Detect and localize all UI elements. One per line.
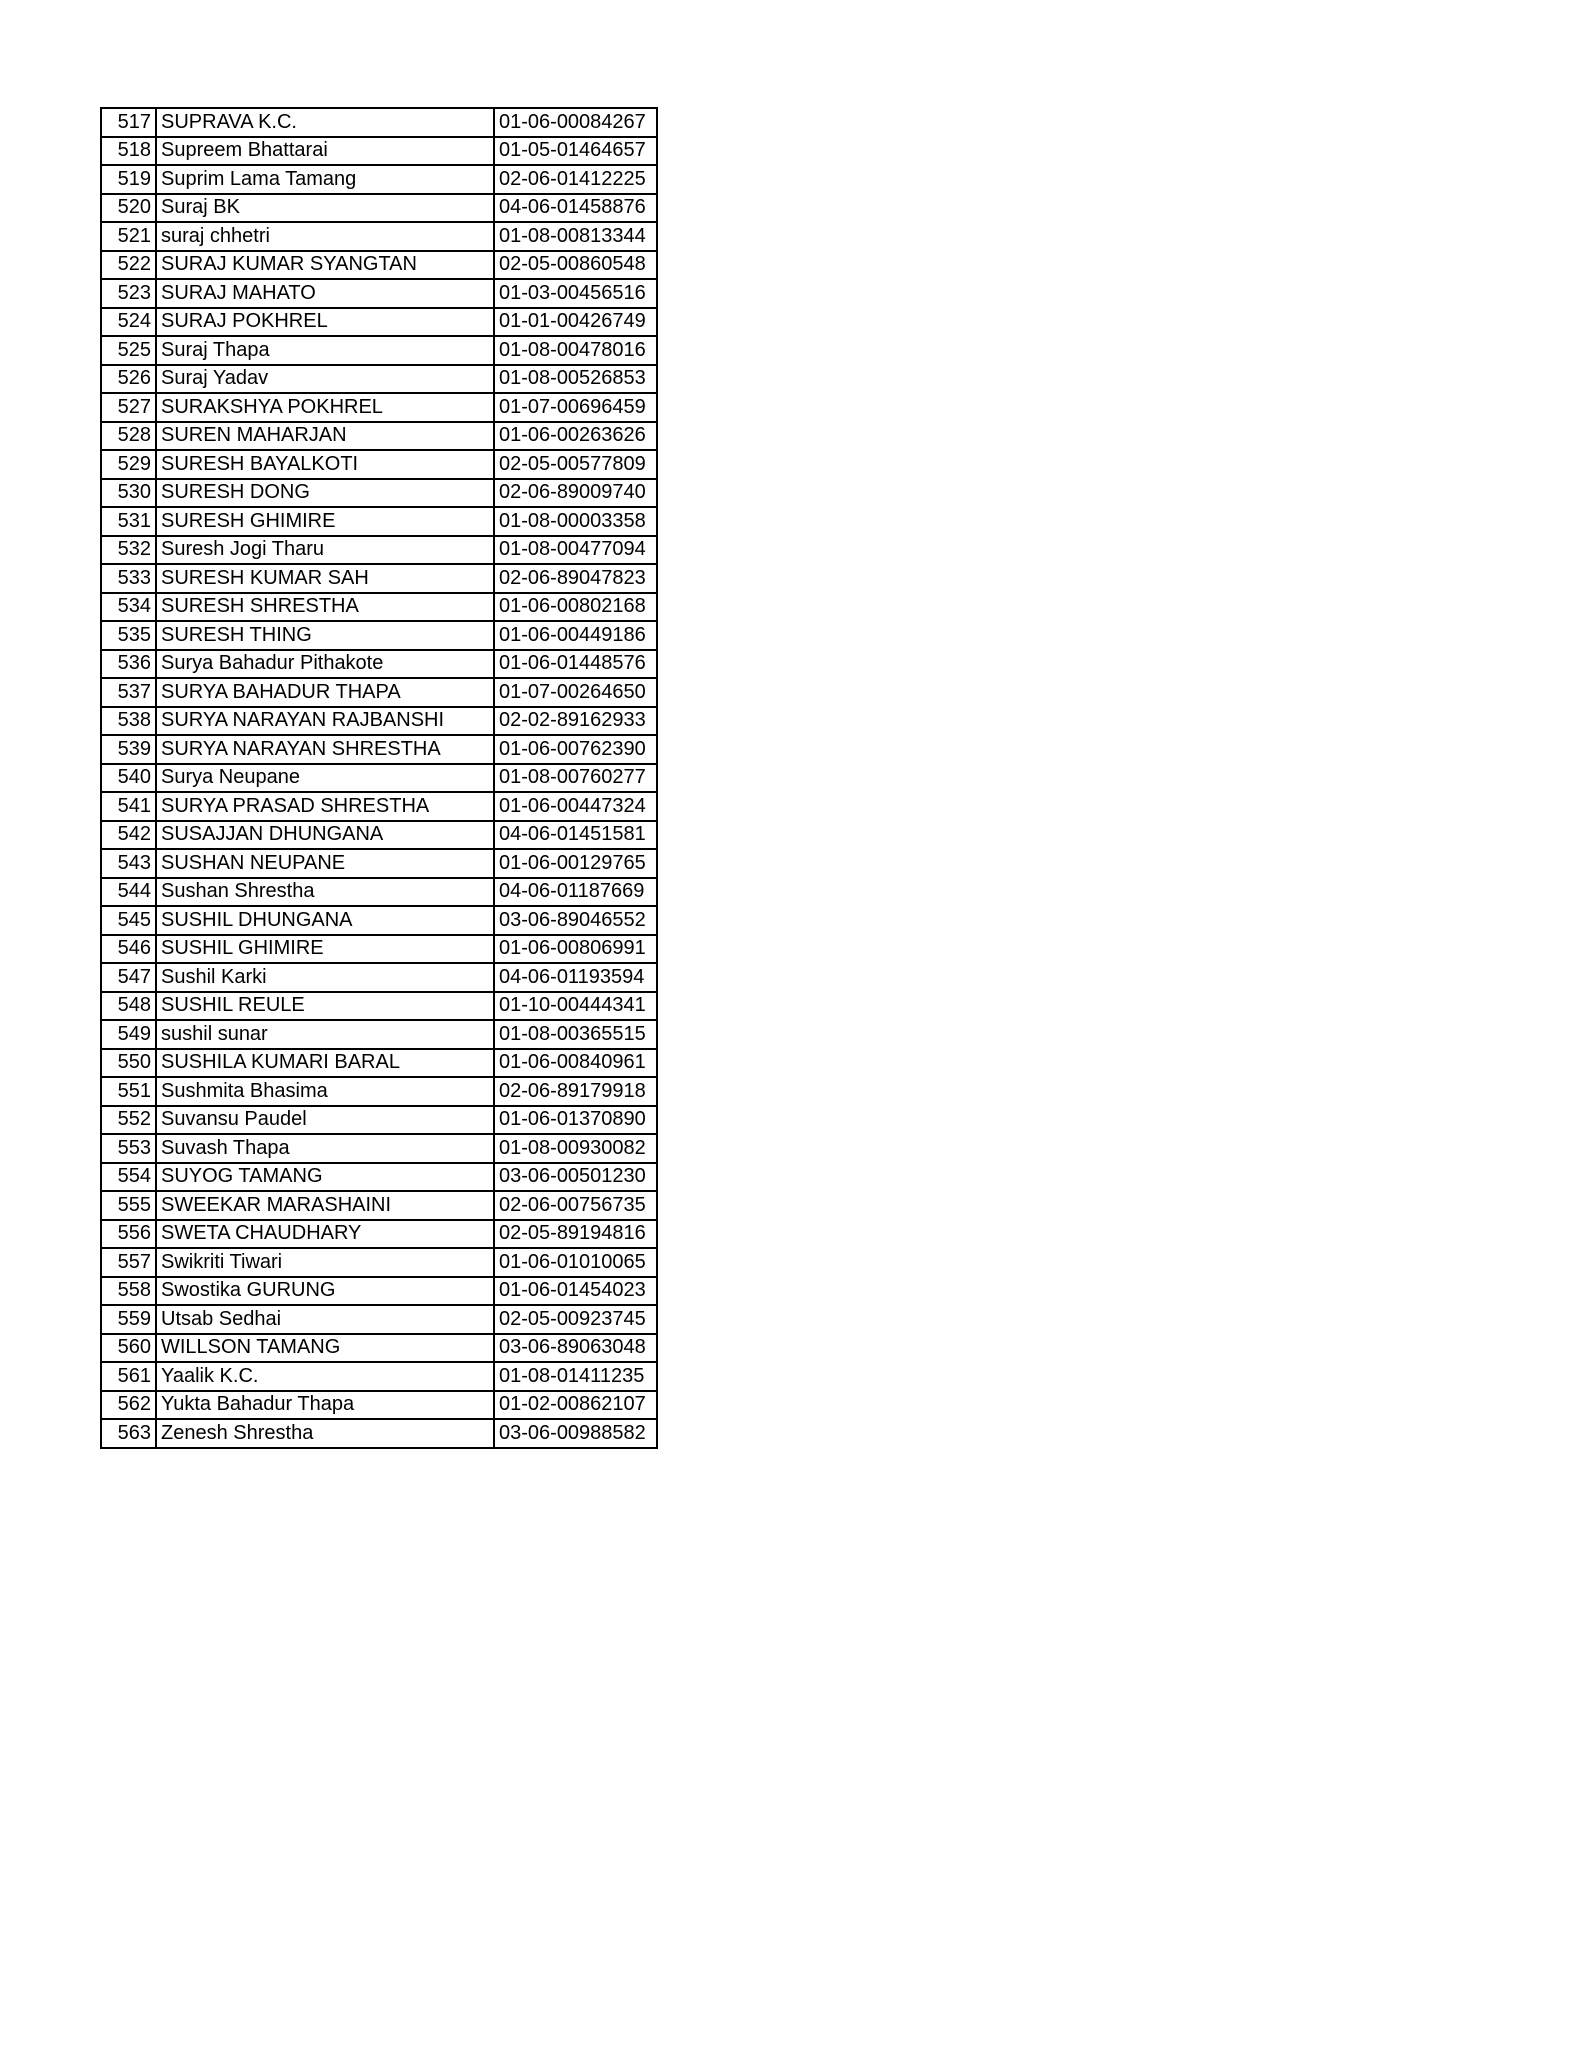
table-row [101,1334,657,1363]
table-row [101,165,657,194]
row-registration-number: 04-06-01187669 [494,878,657,907]
row-candidate-name: SURAJ KUMAR SYANGTAN [156,251,494,280]
row-serial-number: 550 [101,1049,156,1078]
row-serial-number: 518 [101,137,156,166]
row-serial-number: 532 [101,536,156,565]
table-row [101,792,657,821]
table-row [101,1277,657,1306]
row-candidate-name: SURESH THING [156,621,494,650]
row-registration-number: 01-06-00263626 [494,422,657,451]
table-row [101,479,657,508]
row-registration-number: 01-06-00449186 [494,621,657,650]
row-serial-number: 552 [101,1106,156,1135]
table-row [101,621,657,650]
row-registration-number: 01-06-00762390 [494,735,657,764]
row-serial-number: 541 [101,792,156,821]
row-serial-number: 548 [101,992,156,1021]
row-candidate-name: SURAKSHYA POKHREL [156,393,494,422]
row-serial-number: 538 [101,707,156,736]
row-candidate-name: SURYA PRASAD SHRESTHA [156,792,494,821]
table-row [101,422,657,451]
row-registration-number: 01-07-00696459 [494,393,657,422]
row-candidate-name: SUSHAN NEUPANE [156,849,494,878]
row-serial-number: 534 [101,593,156,622]
row-serial-number: 562 [101,1391,156,1420]
table-row [101,735,657,764]
row-registration-number: 01-08-00365515 [494,1020,657,1049]
row-candidate-name: SUSHIL GHIMIRE [156,935,494,964]
row-serial-number: 563 [101,1419,156,1448]
row-registration-number: 02-06-89047823 [494,564,657,593]
table-row [101,137,657,166]
table-row [101,707,657,736]
row-serial-number: 549 [101,1020,156,1049]
row-serial-number: 526 [101,365,156,394]
row-serial-number: 528 [101,422,156,451]
row-registration-number: 03-06-00988582 [494,1419,657,1448]
row-candidate-name: Surya Bahadur Pithakote [156,650,494,679]
table-row [101,1248,657,1277]
roster-table-body [101,108,657,1448]
row-registration-number: 01-08-00930082 [494,1134,657,1163]
row-registration-number: 02-06-01412225 [494,165,657,194]
row-registration-number: 01-10-00444341 [494,992,657,1021]
row-candidate-name: Suvash Thapa [156,1134,494,1163]
row-serial-number: 524 [101,308,156,337]
row-serial-number: 540 [101,764,156,793]
row-candidate-name: Sushmita Bhasima [156,1077,494,1106]
row-candidate-name: Utsab Sedhai [156,1305,494,1334]
row-registration-number: 01-03-00456516 [494,279,657,308]
table-row [101,1163,657,1192]
row-registration-number: 03-06-89063048 [494,1334,657,1363]
row-candidate-name: Sushan Shrestha [156,878,494,907]
row-candidate-name: SURESH BAYALKOTI [156,450,494,479]
table-row [101,365,657,394]
row-candidate-name: SWEEKAR MARASHAINI [156,1191,494,1220]
row-registration-number: 01-08-00760277 [494,764,657,793]
row-serial-number: 544 [101,878,156,907]
row-serial-number: 530 [101,479,156,508]
row-candidate-name: Suraj Yadav [156,365,494,394]
row-registration-number: 01-06-01448576 [494,650,657,679]
row-candidate-name: SUREN MAHARJAN [156,422,494,451]
row-candidate-name: Zenesh Shrestha [156,1419,494,1448]
table-row [101,849,657,878]
row-serial-number: 539 [101,735,156,764]
row-candidate-name: Suvansu Paudel [156,1106,494,1135]
row-candidate-name: SURESH DONG [156,479,494,508]
row-registration-number: 01-02-00862107 [494,1391,657,1420]
row-serial-number: 531 [101,507,156,536]
row-serial-number: 521 [101,222,156,251]
row-registration-number: 01-06-00802168 [494,593,657,622]
row-candidate-name: SUSHIL DHUNGANA [156,906,494,935]
row-serial-number: 537 [101,678,156,707]
row-candidate-name: SWETA CHAUDHARY [156,1220,494,1249]
row-serial-number: 553 [101,1134,156,1163]
row-registration-number: 01-08-00003358 [494,507,657,536]
row-registration-number: 01-06-00129765 [494,849,657,878]
row-serial-number: 525 [101,336,156,365]
row-candidate-name: Swostika GURUNG [156,1277,494,1306]
table-row [101,108,657,137]
table-row [101,878,657,907]
row-serial-number: 545 [101,906,156,935]
row-candidate-name: SURAJ POKHREL [156,308,494,337]
table-row [101,1106,657,1135]
row-candidate-name: suraj chhetri [156,222,494,251]
row-candidate-name: Suraj BK [156,194,494,223]
row-candidate-name: SURESH GHIMIRE [156,507,494,536]
row-registration-number: 01-06-00806991 [494,935,657,964]
table-row [101,963,657,992]
table-row [101,1134,657,1163]
row-serial-number: 542 [101,821,156,850]
row-serial-number: 554 [101,1163,156,1192]
row-candidate-name: Swikriti Tiwari [156,1248,494,1277]
row-candidate-name: Surya Neupane [156,764,494,793]
row-registration-number: 01-07-00264650 [494,678,657,707]
row-serial-number: 556 [101,1220,156,1249]
row-registration-number: 01-06-00084267 [494,108,657,137]
row-candidate-name: Sushil Karki [156,963,494,992]
row-candidate-name: SURYA NARAYAN SHRESTHA [156,735,494,764]
row-registration-number: 02-06-89179918 [494,1077,657,1106]
row-registration-number: 01-06-01454023 [494,1277,657,1306]
row-candidate-name: SUSHIL REULE [156,992,494,1021]
row-registration-number: 01-01-00426749 [494,308,657,337]
table-row [101,1419,657,1448]
table-row [101,906,657,935]
row-registration-number: 02-05-00860548 [494,251,657,280]
row-candidate-name: WILLSON TAMANG [156,1334,494,1363]
table-row [101,764,657,793]
row-registration-number: 01-06-01370890 [494,1106,657,1135]
row-serial-number: 527 [101,393,156,422]
row-candidate-name: Yaalik K.C. [156,1362,494,1391]
table-row [101,308,657,337]
row-registration-number: 02-06-89009740 [494,479,657,508]
row-serial-number: 547 [101,963,156,992]
row-candidate-name: SURESH SHRESTHA [156,593,494,622]
row-registration-number: 02-05-89194816 [494,1220,657,1249]
row-candidate-name: Suresh Jogi Tharu [156,536,494,565]
row-candidate-name: SURAJ MAHATO [156,279,494,308]
table-row [101,1020,657,1049]
row-serial-number: 529 [101,450,156,479]
row-serial-number: 536 [101,650,156,679]
row-candidate-name: SUSAJJAN DHUNGANA [156,821,494,850]
row-candidate-name: Suraj Thapa [156,336,494,365]
row-serial-number: 555 [101,1191,156,1220]
table-row [101,1191,657,1220]
table-row [101,650,657,679]
row-registration-number: 02-02-89162933 [494,707,657,736]
row-registration-number: 03-06-89046552 [494,906,657,935]
row-candidate-name: SURYA NARAYAN RAJBANSHI [156,707,494,736]
table-row [101,1305,657,1334]
table-row [101,536,657,565]
candidate-roster-table [100,107,658,1449]
row-serial-number: 535 [101,621,156,650]
table-row [101,935,657,964]
row-serial-number: 546 [101,935,156,964]
row-registration-number: 02-05-00923745 [494,1305,657,1334]
row-candidate-name: SURESH KUMAR SAH [156,564,494,593]
row-serial-number: 557 [101,1248,156,1277]
table-row [101,194,657,223]
table-row [101,450,657,479]
table-row [101,336,657,365]
table-row [101,393,657,422]
row-serial-number: 522 [101,251,156,280]
row-serial-number: 558 [101,1277,156,1306]
row-candidate-name: SURYA BAHADUR THAPA [156,678,494,707]
row-registration-number: 01-06-00840961 [494,1049,657,1078]
row-registration-number: 01-08-00478016 [494,336,657,365]
row-serial-number: 533 [101,564,156,593]
row-registration-number: 01-06-01010065 [494,1248,657,1277]
row-candidate-name: Suprim Lama Tamang [156,165,494,194]
row-serial-number: 559 [101,1305,156,1334]
row-serial-number: 551 [101,1077,156,1106]
table-row [101,678,657,707]
row-serial-number: 561 [101,1362,156,1391]
table-row [101,821,657,850]
row-registration-number: 03-06-00501230 [494,1163,657,1192]
row-candidate-name: SUPRAVA K.C. [156,108,494,137]
row-candidate-name: Yukta Bahadur Thapa [156,1391,494,1420]
table-row [101,593,657,622]
row-serial-number: 519 [101,165,156,194]
row-registration-number: 01-08-00526853 [494,365,657,394]
table-row [101,507,657,536]
row-candidate-name: SUSHILA KUMARI BARAL [156,1049,494,1078]
row-registration-number: 04-06-01458876 [494,194,657,223]
table-row [101,251,657,280]
table-row [101,992,657,1021]
row-serial-number: 560 [101,1334,156,1363]
row-registration-number: 01-08-01411235 [494,1362,657,1391]
table-row [101,1077,657,1106]
row-registration-number: 04-06-01193594 [494,963,657,992]
row-registration-number: 01-08-00813344 [494,222,657,251]
row-serial-number: 517 [101,108,156,137]
table-row [101,1391,657,1420]
table-row [101,1220,657,1249]
table-row [101,279,657,308]
row-registration-number: 02-06-00756735 [494,1191,657,1220]
table-row [101,1049,657,1078]
row-serial-number: 520 [101,194,156,223]
table-row [101,1362,657,1391]
table-row [101,222,657,251]
row-registration-number: 04-06-01451581 [494,821,657,850]
row-serial-number: 543 [101,849,156,878]
row-registration-number: 01-08-00477094 [494,536,657,565]
row-candidate-name: Supreem Bhattarai [156,137,494,166]
row-serial-number: 523 [101,279,156,308]
table-row [101,564,657,593]
row-registration-number: 01-05-01464657 [494,137,657,166]
row-registration-number: 01-06-00447324 [494,792,657,821]
row-candidate-name: SUYOG TAMANG [156,1163,494,1192]
row-registration-number: 02-05-00577809 [494,450,657,479]
row-candidate-name: sushil sunar [156,1020,494,1049]
